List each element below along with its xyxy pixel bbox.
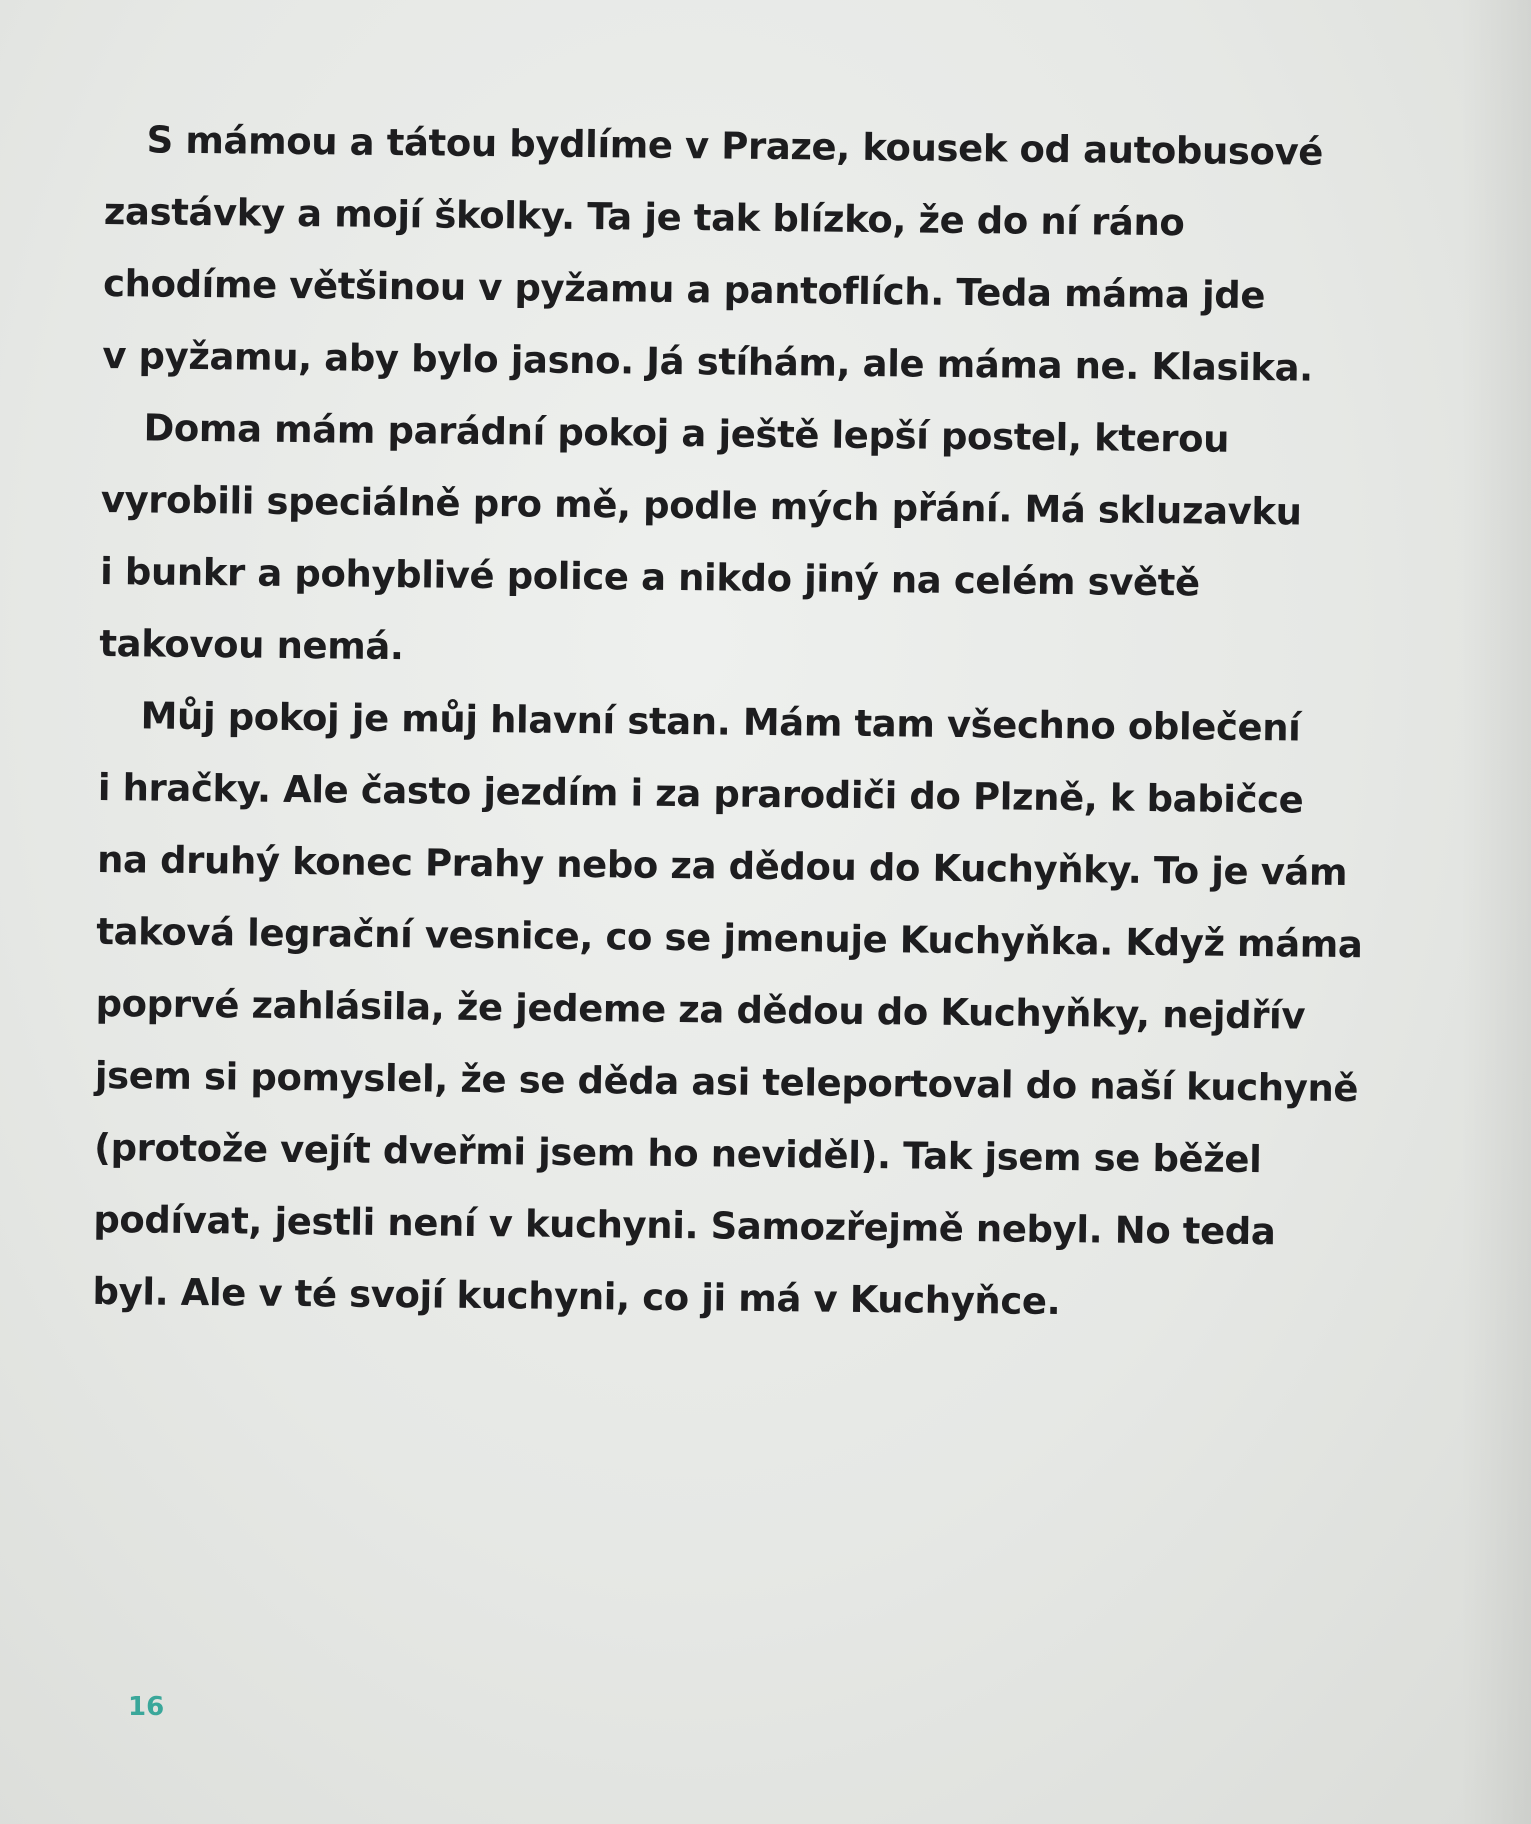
text-line: i hračky. Ale často jezdím i za prarodiči do Plzně, k babičce — [97, 765, 1304, 822]
paragraph-1 — [102, 104, 1385, 405]
text-line: podívat, jestli není v kuchyni. Samozřejmě nebyl. No teda — [93, 1197, 1276, 1254]
page-number: 16 — [128, 1692, 165, 1722]
text-line: S mámou a tátou bydlíme v Praze, kousek od autobusové — [146, 118, 1324, 174]
text-line: chodíme většinou v pyžamu a pantoflích. Teda máma jde — [102, 261, 1266, 318]
paragraph-3 — [92, 680, 1379, 1341]
text-line: i bunkr a pohyblivé police a nikdo jiný na celém světě — [99, 549, 1200, 605]
text-line: poprvé zahlásila, že jedeme za dědou do Kuchyňky, nejdřív — [95, 981, 1306, 1038]
text-line: takovou nemá. — [99, 621, 404, 669]
text-line: Můj pokoj je můj hlavní stan. Mám tam všechno oblečení — [140, 694, 1301, 750]
paragraph-2 — [99, 392, 1382, 693]
text-line: zastávky a mojí školky. Ta je tak blízko, že do ní ráno — [103, 189, 1185, 245]
page-edge-shadow — [1461, 0, 1531, 1824]
text-line: taková legrační vesnice, co se jmenuje Kuchyňka. Když máma — [96, 909, 1363, 967]
text-line: v pyžamu, aby bylo jasno. Já stíhám, ale máma ne. Klasika. — [102, 333, 1314, 390]
text-line: byl. Ale v té svojí kuchyni, co ji má v Kuchyňce. — [92, 1269, 1061, 1324]
text-line: (protože vejít dveřmi jsem ho neviděl). Tak jsem se běžel — [93, 1125, 1262, 1182]
text-line: Doma mám parádní pokoj a ještě lepší postel, kterou — [143, 406, 1230, 461]
body-text — [92, 104, 1385, 1341]
text-line: jsem si pomyslel, že se děda asi teleportoval do naší kuchyně — [94, 1053, 1359, 1111]
text-line: na druhý konec Prahy nebo za dědou do Kuchyňky. To je vám — [96, 837, 1348, 895]
text-line: vyrobili speciálně pro mě, podle mých přání. Má skluzavku — [100, 477, 1302, 534]
